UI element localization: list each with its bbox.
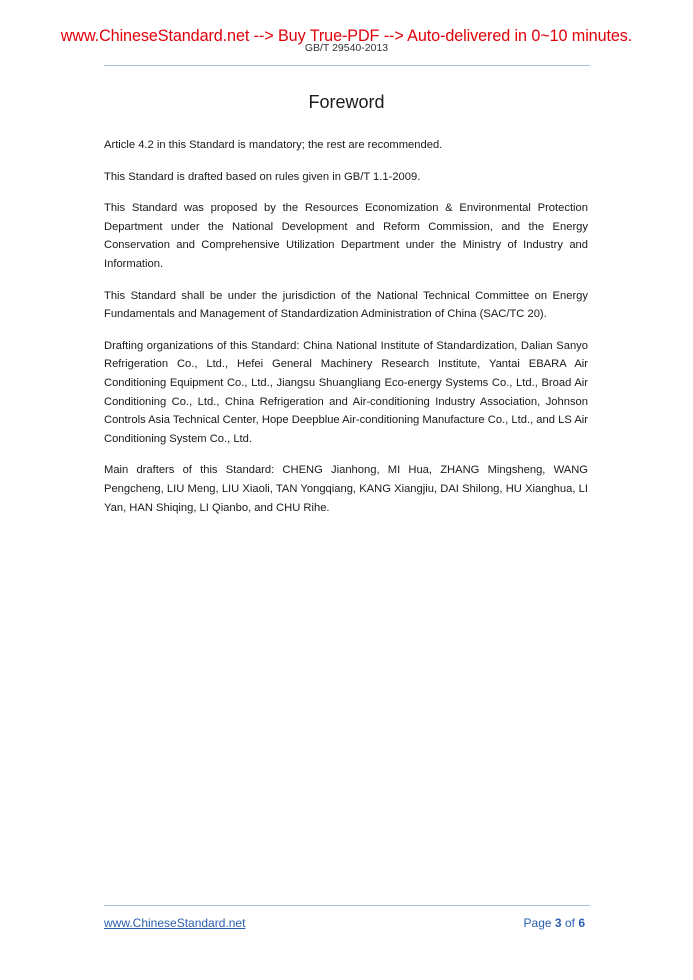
paragraph-proposed-by: This Standard was proposed by the Resources Economization & Environmental Protection Department under the National Development and Reform Commission, and the Energy Conservation and Comprehensive Utilization Department under the Ministry of Industry and Information.: [104, 202, 588, 270]
footer-website-link[interactable]: www.ChineseStandard.net: [104, 916, 246, 930]
page-title: Foreword: [308, 92, 385, 112]
paragraph-drafting-rules: This Standard is drafted based on rules given in GB/T 1.1-2009.: [104, 170, 421, 183]
foreword-body: [104, 136, 588, 530]
paragraph-drafting-organizations: Drafting organizations of this Standard: China National Institute of Standardization, Dalian Sanyo Refrigeration Co., Ltd., Hefei General Machinery Research Institute, Yantai EBARA Air Conditioning Equipment Co., Ltd., Jiangsu Shuangliang Eco-energy Systems Co., Ltd., Broad Air Conditioning Co., Ltd., China Refrigeration and Air-conditioning Industry Association, Johnson Controls Asia Technical Center, Hope Deepblue Air-conditioning Manufacture Co., Ltd., and LS Air Conditioning System Co., Ltd.: [104, 339, 588, 445]
header-divider: [104, 65, 590, 66]
page-of-label: of: [564, 916, 575, 930]
paragraph-mandatory-clause: Article 4.2 in this Standard is mandatory; the rest are recommended.: [104, 139, 443, 151]
total-pages-number: 6: [578, 916, 585, 930]
current-page-number: 3: [554, 916, 562, 930]
page-label: Page: [523, 916, 552, 930]
footer-divider: [104, 905, 590, 906]
paragraph-jurisdiction: This Standard shall be under the jurisdiction of the National Technical Committee on Energy Fundamentals and Management of Standardization Administration of China (SAC/TC 20).: [104, 289, 588, 321]
promo-banner: www.ChineseStandard.net --> Buy True-PDF --> Auto-delivered in 0~10 minutes.: [60, 27, 633, 45]
standard-code-header: GB/T 29540-2013: [304, 42, 389, 54]
page-indicator: [524, 916, 585, 930]
paragraph-main-drafters: Main drafters of this Standard: CHENG Jianhong, MI Hua, ZHANG Mingsheng, WANG Pengcheng, LIU Meng, LIU Xiaoli, TAN Yongqiang, KANG Xiangjiu, DAI Shilong, HU Xianghua, LI Yan, HAN Shiqing, LI Qianbo, and CHU Rihe.: [104, 464, 588, 514]
